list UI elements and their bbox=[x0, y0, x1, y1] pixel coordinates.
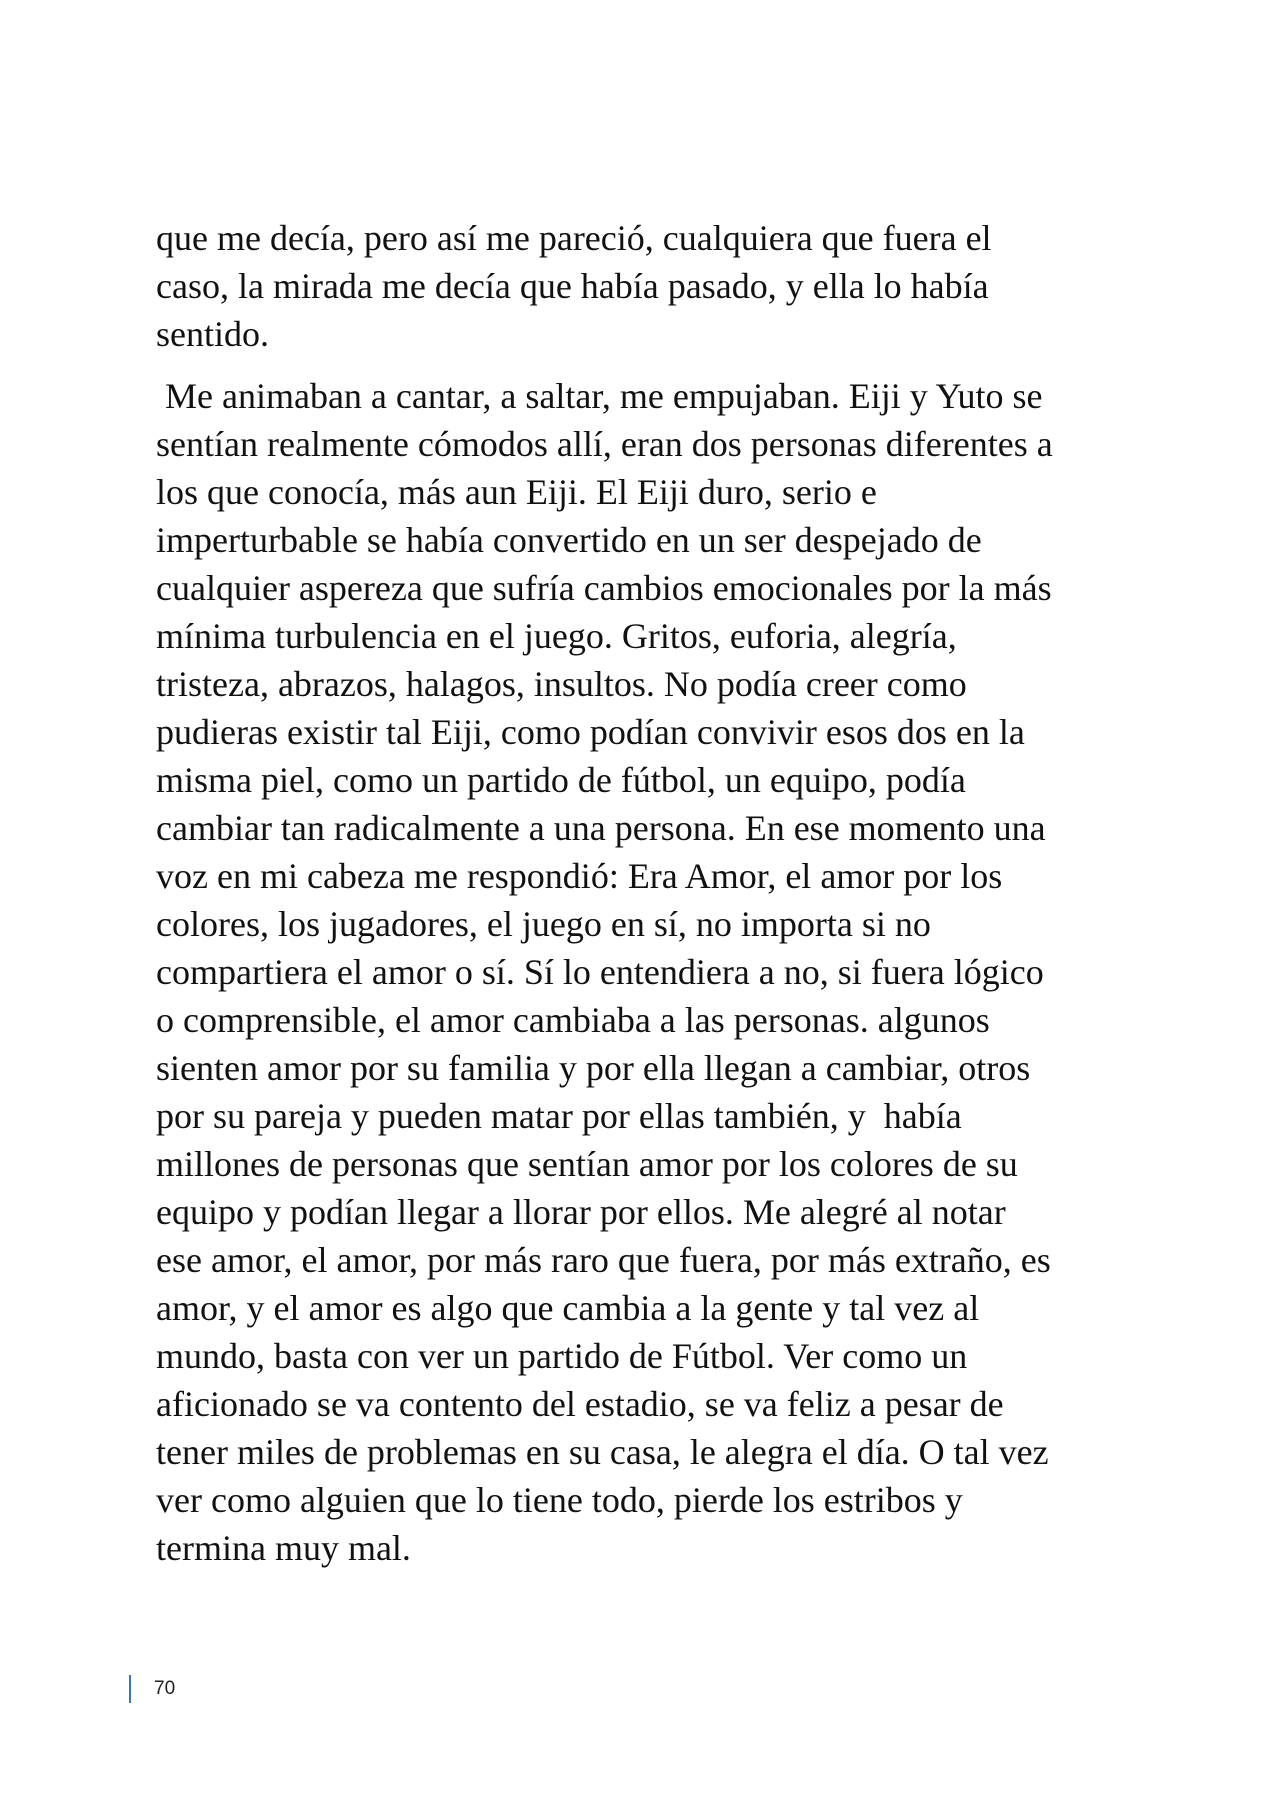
paragraph-1 bbox=[156, 214, 1156, 358]
body-text bbox=[156, 214, 1156, 1572]
text-line: sentían realmente cómodos allí, eran dos personas diferentes a bbox=[156, 424, 1053, 464]
text-line: ver como alguien que lo tiene todo, pierde los estribos y bbox=[156, 1480, 963, 1520]
text-line: compartiera el amor o sí. Sí lo entendiera a no, si fuera lógico bbox=[156, 952, 1044, 992]
text-line: tener miles de problemas en su casa, le alegra el día. O tal vez bbox=[156, 1432, 1049, 1472]
text-line: pudieras existir tal Eiji, como podían convivir esos dos en la bbox=[156, 712, 1025, 752]
paragraph-2 bbox=[156, 372, 1156, 1572]
text-line: sentido. bbox=[156, 314, 269, 354]
text-line: sienten amor por su familia y por ella llegan a cambiar, otros bbox=[156, 1048, 1031, 1088]
text-line: equipo y podían llegar a llorar por ellos. Me alegré al notar bbox=[156, 1192, 1006, 1232]
text-line: que me decía, pero así me pareció, cualquiera que fuera el bbox=[156, 218, 992, 258]
text-line: mínima turbulencia en el juego. Gritos, euforia, alegría, bbox=[156, 616, 957, 656]
text-line: imperturbable se había convertido en un ser despejado de bbox=[156, 520, 982, 560]
text-line: Me animaban a cantar, a saltar, me empujaban. Eiji y Yuto se bbox=[156, 376, 1043, 416]
paragraph-spacer bbox=[156, 358, 1156, 372]
page-number-accent-bar bbox=[129, 1675, 131, 1703]
text-line: millones de personas que sentían amor por los colores de su bbox=[156, 1144, 1018, 1184]
text-line: caso, la mirada me decía que había pasado, y ella lo había bbox=[156, 266, 989, 306]
text-line: mundo, basta con ver un partido de Fútbol. Ver como un bbox=[156, 1336, 968, 1376]
text-line: los que conocía, más aun Eiji. El Eiji duro, serio e bbox=[156, 472, 877, 512]
text-line: por su pareja y pueden matar por ellas también, y había bbox=[156, 1096, 962, 1136]
text-line: cambiar tan radicalmente a una persona. En ese momento una bbox=[156, 808, 1046, 848]
text-line: cualquier aspereza que sufría cambios emocionales por la más bbox=[156, 568, 1052, 608]
text-line: voz en mi cabeza me respondió: Era Amor, el amor por los bbox=[156, 856, 1003, 896]
text-line: aficionado se va contento del estadio, se va feliz a pesar de bbox=[156, 1384, 1004, 1424]
text-line: tristeza, abrazos, halagos, insultos. No podía creer como bbox=[156, 664, 967, 704]
page-number: 70 bbox=[154, 1678, 176, 1699]
text-line: termina muy mal. bbox=[156, 1528, 411, 1568]
text-line: misma piel, como un partido de fútbol, un equipo, podía bbox=[156, 760, 966, 800]
text-line: amor, y el amor es algo que cambia a la gente y tal vez al bbox=[156, 1288, 980, 1328]
text-line: colores, los jugadores, el juego en sí, no importa si no bbox=[156, 904, 931, 944]
text-line: o comprensible, el amor cambiaba a las personas. algunos bbox=[156, 1000, 990, 1040]
text-line: ese amor, el amor, por más raro que fuera, por más extraño, es bbox=[156, 1240, 1051, 1280]
